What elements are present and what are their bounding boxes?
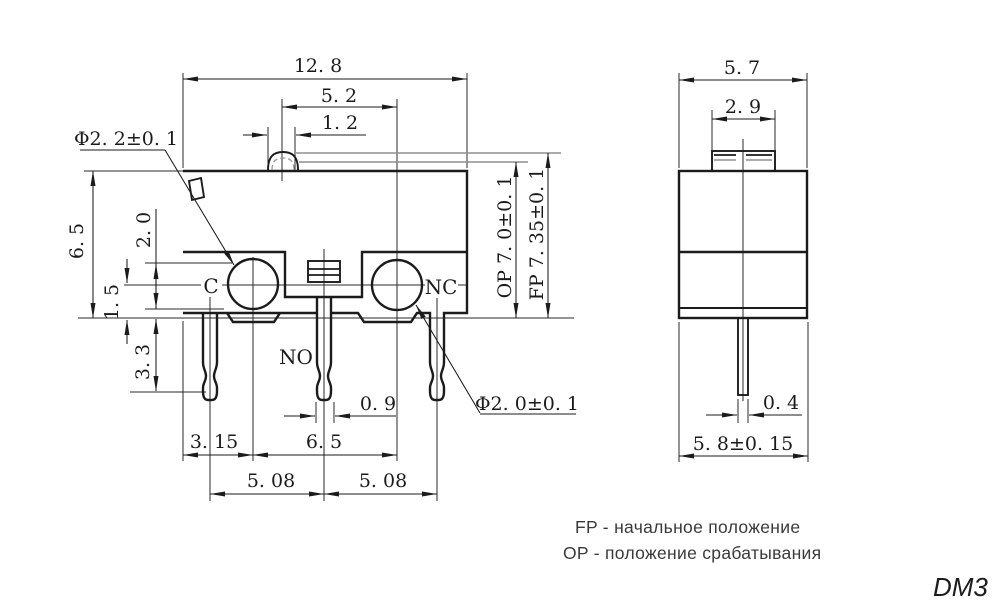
legend-op-note: OP - положение срабатывания xyxy=(563,543,822,563)
dim-contact-nc-diameter: Φ2. 0±0. 1 xyxy=(474,393,580,415)
leader-contact-nc xyxy=(416,305,480,413)
dim-operating-position: OP 7. 0±0. 1 xyxy=(494,175,516,299)
front-view xyxy=(66,55,579,501)
dim-pin-pitch-right: 5. 08 xyxy=(358,470,408,492)
dim-pin-width: 0. 9 xyxy=(359,393,397,415)
dim-plunger-depth: 2. 9 xyxy=(724,96,762,118)
dim-base-depth: 5. 8±0. 15 xyxy=(692,433,794,455)
dim-contact-center-height: 1. 5 xyxy=(101,283,123,321)
dim-contact-spacing: 6. 5 xyxy=(305,431,343,453)
terminal-label-c: C xyxy=(203,274,219,298)
front-dimension-texts xyxy=(66,55,579,492)
leader-contact-c xyxy=(165,150,234,265)
legend-fp-note: FP - начальное положение xyxy=(575,517,801,537)
dim-edge-to-c: 3. 15 xyxy=(189,431,239,453)
dim-contact-c-diameter: Φ2. 2±0. 1 xyxy=(73,128,179,150)
terminal-label-no: NO xyxy=(279,345,313,369)
terminal-label-nc: NC xyxy=(424,275,458,299)
dim-body-height: 6. 5 xyxy=(66,222,88,260)
dim-contact-zone-height: 2. 0 xyxy=(133,211,155,249)
dim-pin-pitch-left: 5. 08 xyxy=(246,470,296,492)
model-label: DM3 xyxy=(933,572,988,602)
dim-overall-depth: 5. 7 xyxy=(723,57,761,79)
plunger-dome-inner xyxy=(272,158,294,170)
dim-pin-length: 3. 3 xyxy=(132,343,154,381)
dim-plunger-width: 1. 2 xyxy=(321,112,359,134)
side-view xyxy=(679,57,808,462)
legend xyxy=(563,514,821,566)
mounting-notch xyxy=(189,178,204,200)
dim-plunger-to-nc: 5. 2 xyxy=(320,85,358,107)
dim-free-position: FP 7. 35±0. 1 xyxy=(526,167,548,301)
dim-pin-thickness: 0. 4 xyxy=(762,392,800,414)
dim-overall-width: 12. 8 xyxy=(293,55,343,77)
